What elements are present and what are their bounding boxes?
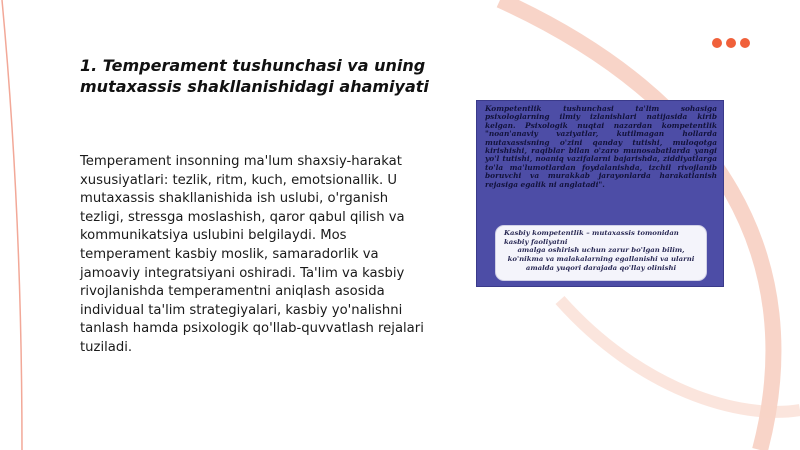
slide-title: 1. Temperament tushunchasi va uning mutaxassis shakllanishidagi ahamiyati [80, 56, 429, 96]
dot-icon [712, 38, 722, 48]
definition-box [495, 225, 707, 281]
left-decor-line [2, 0, 22, 450]
three-dots-icon [712, 38, 750, 48]
figure-text: Kompetentlik tushunchasi ta'lim sohasiga psixologlarning ilmiy izlanishlari natijasida kirib kelgan. Psixologik nuqtai nazardan kompetentlik "noan'anaviy vaziyatlar, kutilmagan hollarda mutaxassisning o'zini qanday tutishi, muloqotga kirishishi, raqiblar bilan o'zaro munosabatlarda yangi yo'l tutishi, noaniq vazifalarni bajarishda, ziddiyatlarga to'la ma'lumotlardan foydalanishda, izchil rivojlanib boruvchi va murakkab jarayonlarda harakatlanish rejasiga egalik ni anglatadi". [485, 104, 717, 189]
dot-icon [726, 38, 736, 48]
slide-body-text: Temperament insonning ma'lum shaxsiy-harakat xususiyatlari: tezlik, ritm, kuch, emotsionallik. U mutaxassis shakllanishida ish uslubi, o'rganish tezligi, stressga moslashish, qaror qabul qilish va kommunikatsiya uslubini belgilaydi. Mos temperament kasbiy moslik, samaradorlik va jamoaviy integratsiyani oshiradi. Ta'lim va kasbiy rivojlanishda temperamentni aniqlash asosida individual ta'lim strategiyalari, kasbiy yo'nalishni tanlash hamda psixologik qo'llab-quvvatlash rejalari tuziladi. [80, 154, 424, 355]
dot-icon [740, 38, 750, 48]
definition-body: amalga oshirish uchun zarur bo'lgan bilim, ko'nikma va malakalarning egallanishi va ularni amalda yuqori darajada qo'llay olinishi [507, 246, 695, 272]
definition-heading: Kasbiy kompetentlik – mutaxassis tomonidan kasbiy faoliyatni [504, 229, 679, 246]
competence-figure [476, 100, 724, 287]
